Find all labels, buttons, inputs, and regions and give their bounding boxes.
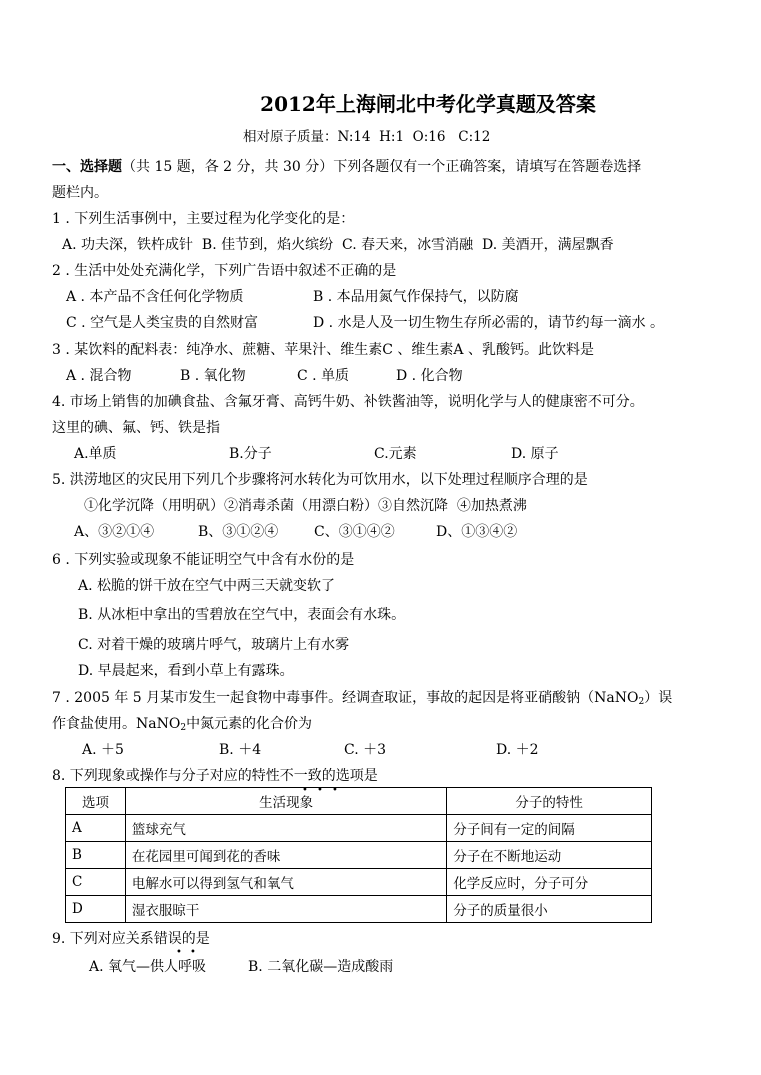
q7-stem-cont bbox=[52, 714, 312, 738]
q4-option-b: B.分子 bbox=[229, 446, 272, 462]
q6-stem: 6 . 下列实验或现象不能证明空气中含有水份的是 bbox=[52, 552, 355, 568]
q5-option-c: C、③①④② bbox=[314, 524, 395, 540]
table-cell: 分子间有一定的间隔 bbox=[447, 815, 652, 842]
table-row bbox=[66, 869, 652, 896]
q6-option-c: C. 对着干燥的玻璃片呼气，玻璃片上有水雾 bbox=[78, 637, 350, 653]
q3-stem: 3 . 某饮料的配料表：纯净水、蔗糖、苹果汁、维生素C 、维生素A 、乳酸钙。此饮料是 bbox=[52, 342, 594, 358]
q3-option-b: B . 氧化物 bbox=[180, 368, 246, 384]
table-cell: A bbox=[66, 815, 126, 842]
q6-option-a: A. 松脆的饼干放在空气中两三天就变软了 bbox=[78, 578, 336, 594]
q5-option-b: B、③①②④ bbox=[198, 524, 279, 540]
table-header: 选项 bbox=[66, 788, 126, 815]
q9-stem: 9. 下列对应关系错误的是 bbox=[52, 931, 210, 947]
q3-option-d: D . 化合物 bbox=[396, 368, 463, 384]
table-row bbox=[66, 842, 652, 869]
page-title: 2012年上海闸北中考化学真题及答案 bbox=[260, 92, 596, 116]
q5-option-a: A、③②①④ bbox=[74, 524, 155, 540]
table-cell: 化学反应时，分子可分 bbox=[447, 869, 652, 896]
table-row bbox=[66, 896, 652, 923]
q4-option-d: D. 原子 bbox=[511, 446, 559, 462]
section-heading-line bbox=[52, 157, 641, 177]
q4-option-a: A.单质 bbox=[74, 446, 117, 462]
table-cell: 在花园里可闻到花的香味 bbox=[125, 842, 446, 869]
q1-stem: 1 . 下列生活事例中，主要过程为化学变化的是： bbox=[52, 211, 355, 227]
table-cell: 分子的质量很小 bbox=[447, 896, 652, 923]
q5-option-d: D、①③④② bbox=[436, 524, 518, 540]
q6-option-d: D. 早晨起来，看到小草上有露珠。 bbox=[78, 663, 294, 679]
q9-option-a: A. 氧气—供人呼吸 bbox=[89, 959, 207, 975]
section-description-cont: 题栏内。 bbox=[52, 185, 108, 201]
q2-option-d: D . 水是人及一切生物生存所必需的，请节约每一滴水 。 bbox=[313, 315, 665, 331]
emphasis-dot: • bbox=[317, 785, 323, 796]
q7-stem-cont-tail: 中氮元素的化合价为 bbox=[186, 716, 313, 732]
table-header: 分子的特性 bbox=[447, 788, 652, 815]
q4-stem: 4. 市场上销售的加碘食盐、含氟牙膏、高钙牛奶、补铁酱油等，说明化学与人的健康密不可分。 bbox=[52, 394, 644, 410]
q2-option-c: C . 空气是人类宝贵的自然财富 bbox=[66, 315, 259, 331]
emphasis-dot: • bbox=[176, 947, 182, 958]
emphasis-dot: • bbox=[332, 785, 338, 796]
table-cell: 分子在不断地运动 bbox=[447, 842, 652, 869]
section-description: （共 15 题，各 2 分，共 30 分）下列各题仅有一个正确答案，请填写在答题卷选择 bbox=[122, 159, 642, 175]
q2-option-b: B . 本品用氮气作保持气，以防腐 bbox=[313, 289, 519, 305]
q7-stem-text: 7 . 2005 年 5 月某市发生一起食物中毒事件。经调查取证，事故的起因是将亚硝酸钠（NaNO bbox=[52, 690, 639, 706]
q7-option-b: B. ＋4 bbox=[219, 742, 262, 758]
section-heading: 一、选择题 bbox=[52, 159, 122, 175]
q6-option-b: B. 从冰柜中拿出的雪碧放在空气中，表面会有水珠。 bbox=[78, 607, 406, 623]
q4-stem-cont: 这里的碘、氟、钙、铁是指 bbox=[52, 420, 220, 436]
q5-stem: 5. 洪涝地区的灾民用下列几个步骤将河水转化为可饮用水，以下处理过程顺序合理的是 bbox=[52, 472, 588, 488]
atomic-mass-note: 相对原子质量：N:14 H:1 O:16 C:12 bbox=[243, 129, 491, 145]
q7-option-a: A. ＋5 bbox=[82, 742, 124, 758]
table-cell: 电解水可以得到氢气和氧气 bbox=[125, 869, 446, 896]
q8-table bbox=[65, 787, 652, 923]
table-header: 生活现象 bbox=[125, 788, 446, 815]
table-row bbox=[66, 815, 652, 842]
table-cell: 篮球充气 bbox=[125, 815, 446, 842]
table-cell: C bbox=[66, 869, 126, 896]
q4-option-c: C.元素 bbox=[374, 446, 417, 462]
q7-stem bbox=[52, 688, 672, 712]
q3-option-a: A . 混合物 bbox=[66, 368, 132, 384]
q7-stem-cont-text: 作食盐使用。NaNO bbox=[52, 716, 181, 732]
table-cell: D bbox=[66, 896, 126, 923]
q7-subscript-2: 2 bbox=[180, 723, 187, 733]
table-header-row bbox=[66, 788, 652, 815]
table-cell: 湿衣服晾干 bbox=[125, 896, 446, 923]
q8-stem: 8. 下列现象或操作与分子对应的特性不一致的选项是 bbox=[52, 768, 378, 784]
q2-option-a: A . 本产品不含任何化学物质 bbox=[66, 289, 244, 305]
q2-stem: 2 . 生活中处处充满化学，下列广告语中叙述不正确的是 bbox=[52, 263, 397, 279]
q7-stem-tail: ）误 bbox=[644, 690, 673, 706]
q3-option-c: C . 单质 bbox=[297, 368, 350, 384]
q7-subscript: 2 bbox=[638, 697, 645, 707]
table-cell: B bbox=[66, 842, 126, 869]
emphasis-dot: • bbox=[190, 947, 196, 958]
q5-steps: ①化学沉降（用明矾）②消毒杀菌（用漂白粉）③自然沉降 ④加热煮沸 bbox=[84, 498, 527, 514]
q7-option-c: C. ＋3 bbox=[344, 742, 387, 758]
q7-option-d: D. ＋2 bbox=[496, 742, 539, 758]
q1-options: A. 功夫深，铁杵成针 B. 佳节到，焰火缤纷 C. 春天来，冰雪消融 D. 美酒开，满屋飘香 bbox=[62, 237, 614, 253]
emphasis-dot: • bbox=[302, 785, 308, 796]
q9-option-b: B. 二氧化碳—造成酸雨 bbox=[248, 959, 394, 975]
